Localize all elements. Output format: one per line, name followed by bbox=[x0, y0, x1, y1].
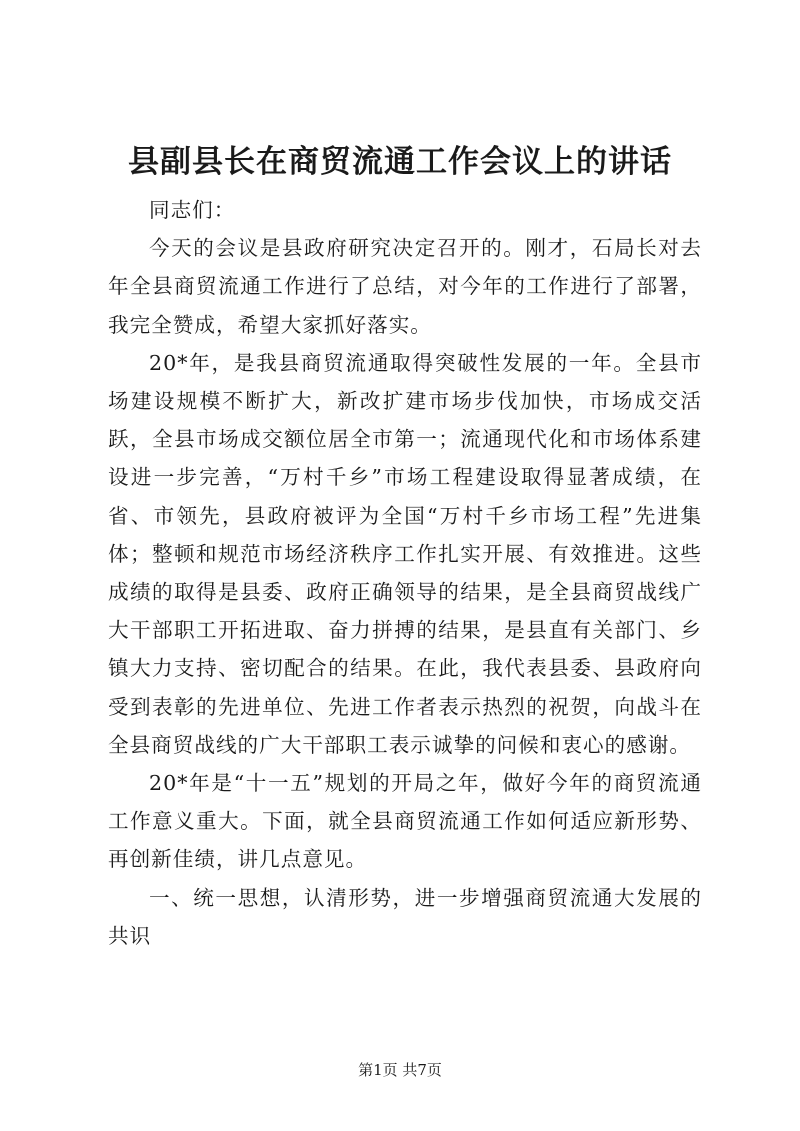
section-heading: 一、统一思想，认清形势，进一步增强商贸流通大发展的共识 bbox=[108, 885, 702, 948]
page-footer: 第1页 共7页 bbox=[358, 1061, 442, 1079]
body-paragraph: 20*年，是我县商贸流通取得突破性发展的一年。全县市场建设规模不断扩大，新改扩建市场步伐加快，市场成交活跃，全县市场成交额位居全市第一；流通现代化和市场体系建设进一步完善，“万村千乡”市场工程建设取得显著成绩，在省、市领先，县政府被评为全国“万村千乡市场工程”先进集体；整顿和规范市场经济秩序工作扎实开展、有效推进。这些成绩的取得是县委、政府正确领导的结果，是全县商贸战线广大干部职工开拓进取、奋力拼搏的结果，是县直有关部门、乡镇大力支持、密切配合的结果。在此，我代表县委、县政府向受到表彰的先进单位、先进工作者表示热烈的祝贺，向战斗在全县商贸战线的广大干部职工表示诚挚的问候和衷心的感谢。 bbox=[108, 350, 702, 757]
body-paragraph: 今天的会议是县政府研究决定召开的。刚才，石局长对去年全县商贸流通工作进行了总结，对今年的工作进行了部署，我完全赞成，希望大家抓好落实。 bbox=[108, 236, 702, 337]
salutation-paragraph: 同志们： bbox=[149, 198, 236, 222]
document-body bbox=[108, 191, 702, 955]
body-paragraph: 20*年是“十一五”规划的开局之年，做好今年的商贸流通工作意义重大。下面，就全县商贸流通工作如何适应新形势、再创新佳绩，讲几点意见。 bbox=[108, 771, 702, 872]
document-title: 县副县长在商贸流通工作会议上的讲话 bbox=[128, 144, 672, 180]
